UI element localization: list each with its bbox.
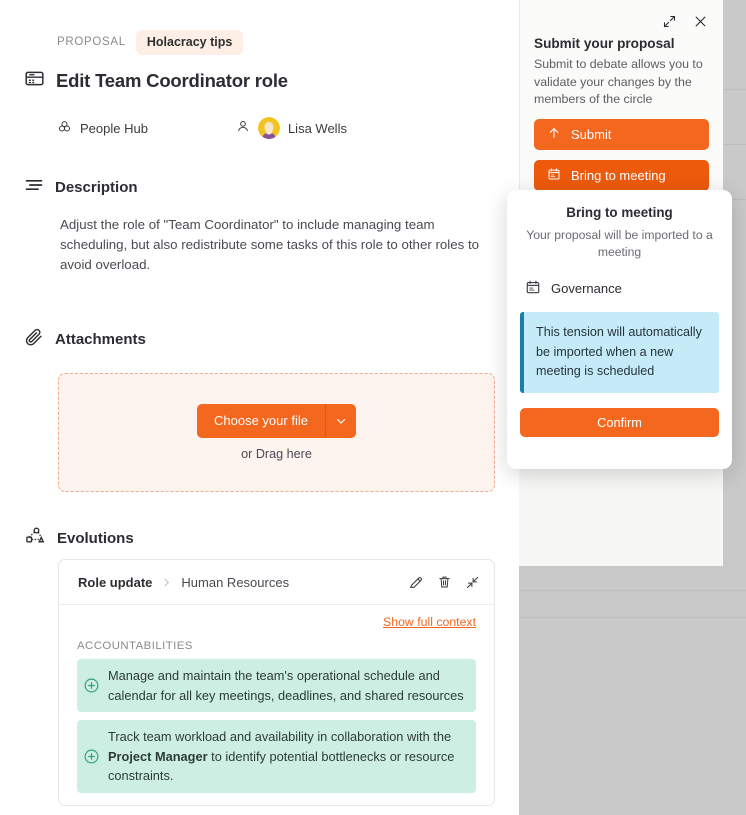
choose-file-button[interactable]: Choose your file: [197, 404, 325, 438]
accountability-item: [77, 659, 476, 712]
description-section-header: [24, 175, 138, 200]
circle-name: People Hub: [80, 120, 148, 136]
role-card-icon: [24, 68, 45, 94]
evolution-type-label: Role update: [78, 574, 153, 590]
collapse-icon[interactable]: [465, 575, 480, 590]
calendar-icon: [547, 167, 561, 184]
confirm-button[interactable]: Confirm: [520, 408, 719, 437]
popover-subtitle: Your proposal will be imported to a meeting: [526, 228, 713, 260]
backdrop-divider: [519, 590, 746, 591]
submit-panel-title: Submit your proposal: [534, 36, 675, 51]
person-icon: [236, 119, 250, 137]
arrow-up-icon: [547, 126, 561, 143]
delete-icon[interactable]: [437, 574, 452, 590]
add-circle-icon: [83, 748, 100, 765]
avatar: [258, 117, 280, 139]
evolution-card: [58, 559, 495, 806]
paperclip-icon: [24, 327, 44, 352]
evolutions-section-title: Evolutions: [57, 530, 134, 547]
evolution-card-actions: [408, 574, 480, 590]
file-dropzone[interactable]: [58, 373, 495, 492]
evolutions-network-icon: [24, 525, 46, 552]
submit-panel-subtitle: Submit to debate allows you to validate your changes by the members of the circle: [534, 57, 703, 107]
evolution-card-header: [59, 560, 494, 605]
proposal-eyebrow-label: PROPOSAL: [57, 36, 126, 49]
description-lines-icon: [24, 175, 44, 200]
accountabilities-label: ACCOUNTABILITIES: [77, 640, 193, 652]
proposal-meta: [57, 117, 347, 139]
attachments-section-title: Attachments: [55, 331, 146, 348]
page-title-row: [24, 68, 288, 94]
submit-button-label: Submit: [571, 126, 612, 142]
popover-info-note: This tension will automatically be imported when a new meeting is scheduled: [520, 312, 719, 393]
evolution-card-body: [59, 605, 494, 793]
circle-icon: [57, 119, 72, 137]
breadcrumb: [57, 30, 243, 55]
accountability-item: [77, 720, 476, 793]
submit-proposal-panel: [519, 0, 723, 198]
evolutions-section-header: [24, 525, 134, 552]
panel-toolbar: [520, 0, 723, 29]
assignee-name: Lisa Wells: [287, 120, 347, 136]
popover-title: Bring to meeting: [566, 205, 673, 220]
drag-hint-text: or Drag here: [241, 446, 312, 461]
holacracy-tips-badge[interactable]: Holacracy tips: [136, 30, 243, 55]
meeting-type-row[interactable]: [520, 279, 719, 298]
bring-to-meeting-button[interactable]: [534, 160, 709, 191]
bring-to-meeting-label: Bring to meeting: [571, 167, 666, 183]
chevron-down-icon[interactable]: [325, 404, 356, 438]
close-icon[interactable]: [693, 14, 708, 29]
accountability-text: Track team workload and availability in collaboration with the Project Manager to identify potential bottlenecks or resource constraints.: [108, 729, 455, 784]
description-text: Adjust the role of "Team Coordinator" to include managing team scheduling, but also redistribute some tasks of this role to other roles to avoid overload.: [60, 217, 480, 273]
submit-button[interactable]: [534, 119, 709, 150]
accountability-text: Manage and maintain the team's operational schedule and calendar for all key meetings, deadlines, and shared resources: [108, 668, 464, 703]
edit-icon[interactable]: [408, 574, 424, 590]
expand-icon[interactable]: [662, 14, 677, 29]
attachments-section-header: [24, 327, 146, 352]
evolution-target-label: Human Resources: [181, 574, 290, 590]
bring-to-meeting-popover: [507, 190, 732, 469]
chevron-right-icon: [161, 577, 172, 588]
description-section-title: Description: [55, 179, 138, 196]
show-full-context-link[interactable]: Show full context: [383, 615, 476, 629]
meeting-type-label: Governance: [551, 280, 622, 296]
calendar-icon: [525, 279, 541, 298]
choose-file-group: [197, 404, 356, 438]
circle-meta[interactable]: [57, 119, 148, 137]
backdrop-divider: [519, 617, 746, 618]
page-title: Edit Team Coordinator role: [56, 70, 288, 91]
add-circle-icon: [83, 677, 100, 694]
assignee-meta[interactable]: [236, 117, 347, 139]
